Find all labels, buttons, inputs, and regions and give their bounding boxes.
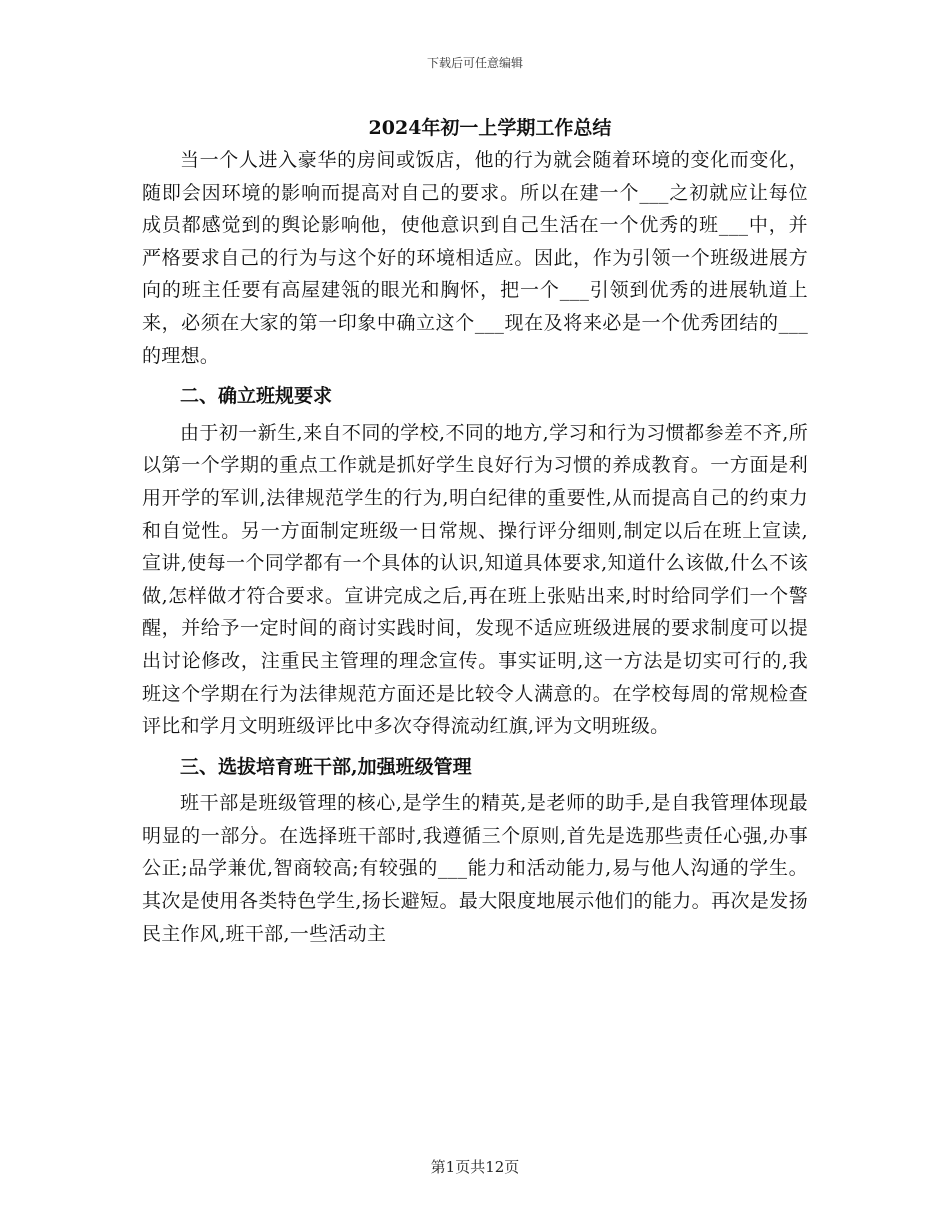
paragraph-class-rules: 由于初一新生,来自不同的学校,不同的地方,学习和行为习惯都参差不齐,所以第一个学期的重点工作就是抓好学生良好行为习惯的养成教育。一方面是利用开学的军训,法律规范学生的行为,明白纪律的重要性,从而提高自己的约束力和自觉性。另一方面制定班级一日常规、操行评分细则,制定以后在班上宣读,宣讲,使每一个同学都有一个具体的认识,知道具体要求,知道什么该做,什么不该做,怎样做才符合要求。宣讲完成之后,再在班上张贴出来,时时给同学们一个警醒，并给予一定时间的商讨实践时间，发现不适应班级进展的要求制度可以提出讨论修改，注重民主管理的理念宣传。事实证明,这一方法是切实可行的,我班这个学期在行为法律规范方面还是比较令人满意的。在学校每周的常规检查评比和学月文明班级评比中多次夺得流动红旗,评为文明班级。 — [142, 421, 808, 738]
section-heading-3: 三、选拔培育班干部,加强班级管理 — [180, 755, 472, 778]
page-footer: 第1页共12页 — [430, 1158, 520, 1176]
document-title: 2024年初一上学期工作总结 — [368, 117, 612, 139]
paragraph-class-cadres: 班干部是班级管理的核心,是学生的精英,是老师的助手,是自我管理体现最明显的一部分。在选择班干部时,我遵循三个原则,首先是选那些责任心强,办事公正;品学兼优,智商较高;有较强的___能力和活动能力,易与他人沟通的学生。其次是使用各类特色学生,扬长避短。最大限度地展示他们的能力。再次是发扬民主作风,班干部,一些活动主 — [142, 792, 808, 945]
section-heading-2: 二、确立班规要求 — [180, 385, 333, 408]
document-body — [142, 112, 808, 950]
header-note: 下载后可任意编辑 — [426, 56, 523, 70]
paragraph-intro: 当一个人进入豪华的房间或饭店，他的行为就会随着环境的变化而变化，随即会因环境的影响而提高对自己的要求。所以在建一个___之初就应让每位成员都感觉到的舆论影响他，使他意识到自己生活在一个优秀的班___中，并严格要求自己的行为与这个好的环境相适应。因此，作为引领一个班级进展方向的班主任要有高屋建瓴的眼光和胸怀，把一个___引领到优秀的进展轨道上来，必须在大家的第一印象中确立这个___现在及将来必是一个优秀团结的___的理想。 — [142, 149, 808, 367]
